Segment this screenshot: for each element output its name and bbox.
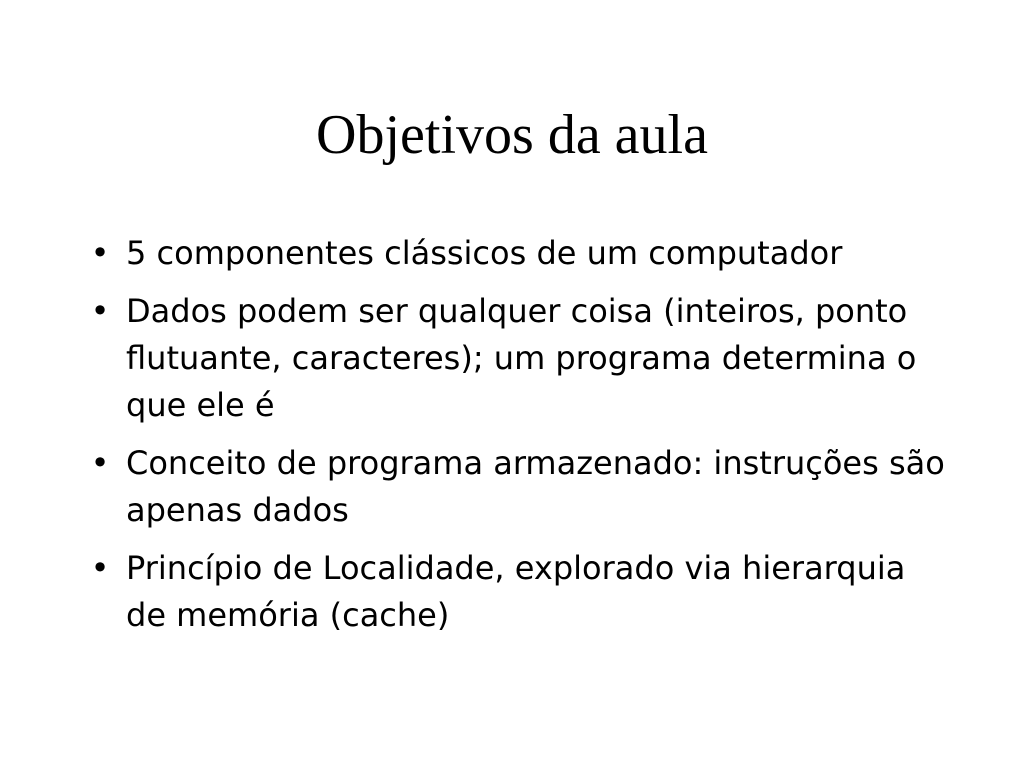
- bullet-text: Princípio de Localidade, explorado via hierarquia de memória (cache): [126, 549, 906, 634]
- bullet-list: [88, 230, 948, 650]
- bullet-dot-icon: •: [90, 234, 110, 272]
- bullet-item: [88, 545, 948, 639]
- bullet-text: 5 componentes clássicos de um computador: [126, 234, 843, 272]
- bullet-dot-icon: •: [90, 292, 110, 330]
- bullet-item: [88, 440, 948, 534]
- slide-title: Objetivos da aula: [316, 104, 708, 166]
- bullet-dot-icon: •: [90, 444, 110, 482]
- bullet-text: Dados podem ser qualquer coisa (inteiros, ponto flutuante, caracteres); um programa determina o que ele é: [126, 292, 917, 424]
- bullet-text: Conceito de programa armazenado: instruções são apenas dados: [126, 444, 945, 529]
- bullet-item: [88, 230, 948, 277]
- bullet-item: [88, 288, 948, 429]
- bullet-dot-icon: •: [90, 549, 110, 587]
